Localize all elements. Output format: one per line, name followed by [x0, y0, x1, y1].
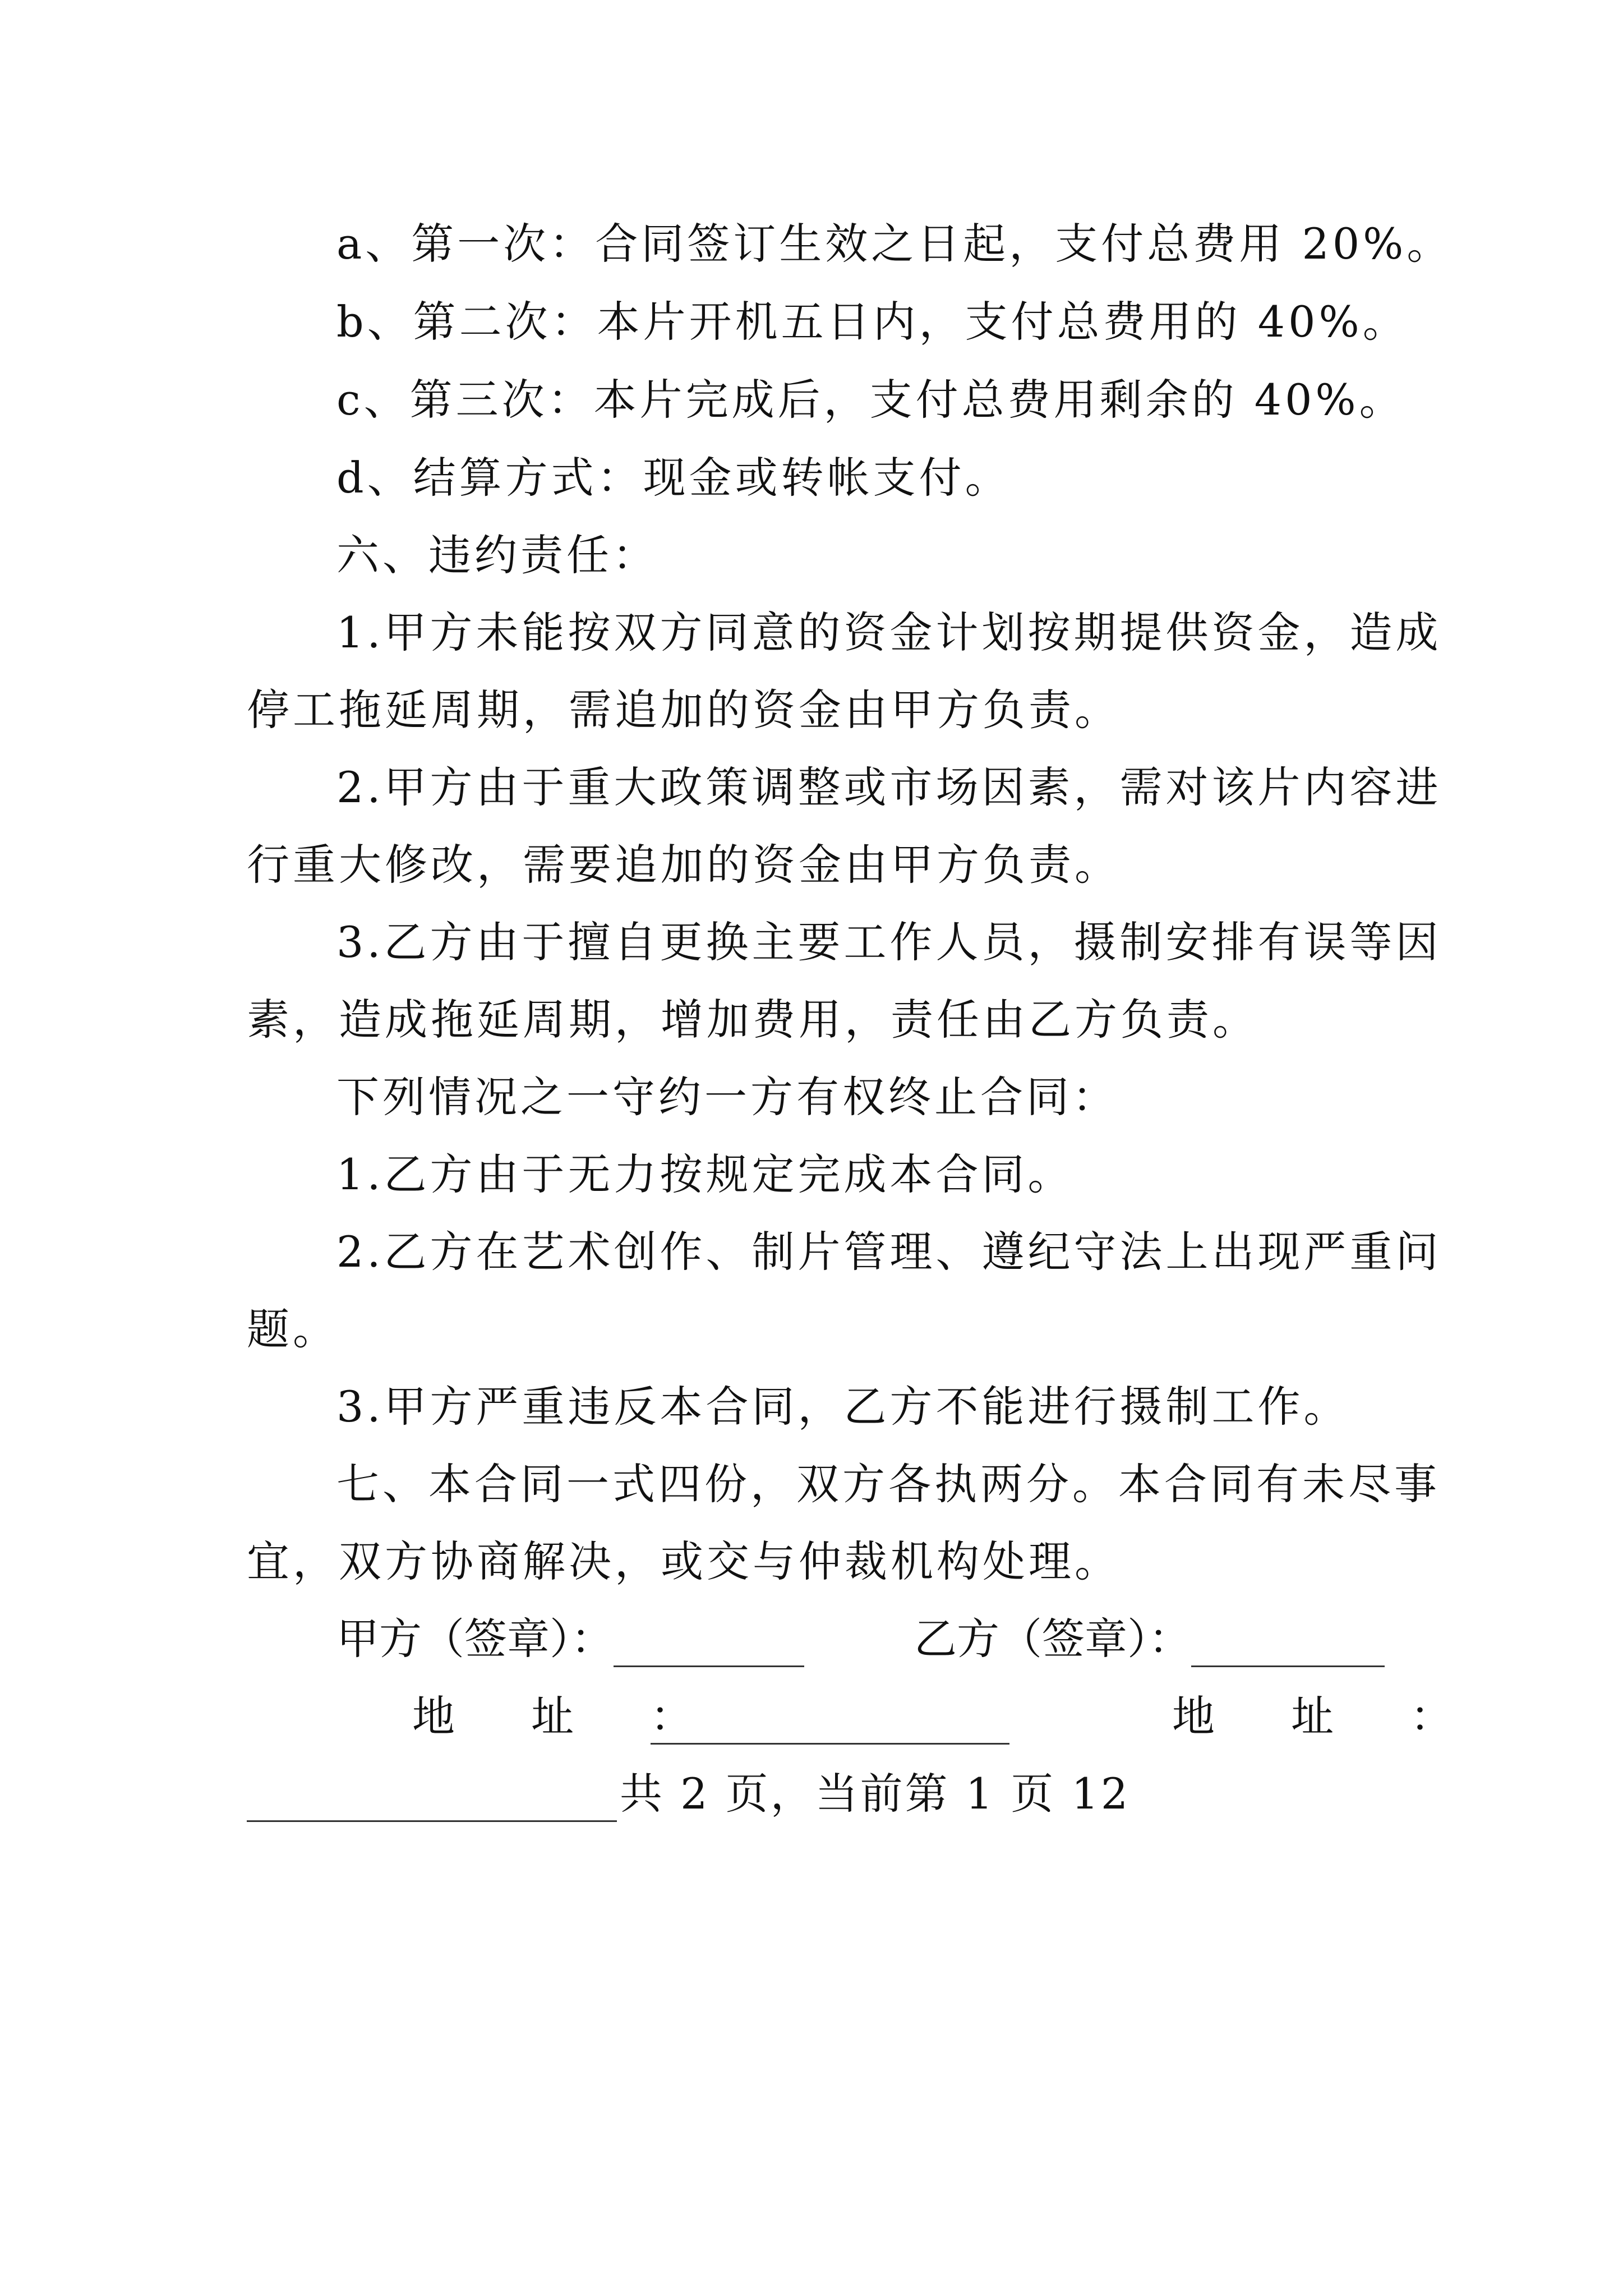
termination-item-2-line-1: 2.乙方在艺术创作、制片管理、遵纪守法上出现严重问 — [336, 1227, 1442, 1277]
page-footer: 共 2 页，当前第 1 页 12 — [620, 1769, 1131, 1819]
signature-row — [247, 1611, 1380, 1667]
payment-clause-c: c、第三次：本片完成后，支付总费用剩余的 40%。 — [336, 375, 1405, 425]
footer-row — [247, 1766, 1380, 1822]
liability-item-1-line-1: 1.甲方未能按双方同意的资金计划按期提供资金，造成 — [336, 608, 1442, 657]
party-a-signature-line — [614, 1622, 804, 1667]
termination-item-3: 3.甲方严重违反本合同，乙方不能进行摄制工作。 — [336, 1382, 1350, 1432]
address-row — [247, 1688, 1484, 1745]
party-b-address-field — [247, 1766, 617, 1822]
party-a-address-field — [651, 1688, 1009, 1745]
payment-clause-b: b、第二次：本片开机五日内，支付总费用的 40%。 — [336, 297, 1409, 347]
clause-seven-line-2: 宜，双方协商解决，或交与仲裁机构处理。 — [247, 1536, 1121, 1586]
liability-item-3-line-2: 素，造成拖延周期，增加费用，责任由乙方负责。 — [247, 995, 1258, 1045]
party-b-signature-line — [1191, 1622, 1385, 1667]
party-a-address-label: 地 址 ： — [412, 1691, 725, 1741]
termination-item-1: 1.乙方由于无力按规定完成本合同。 — [336, 1149, 1074, 1199]
payment-clause-a: a、第一次：合同签订生效之日起，支付总费用 20%。 — [336, 219, 1453, 269]
termination-item-2-line-2: 题。 — [247, 1304, 339, 1354]
liability-item-2-line-2: 行重大修改，需要追加的资金由甲方负责。 — [247, 840, 1121, 890]
liability-item-3-line-1: 3.乙方由于擅自更换主要工作人员，摄制安排有误等因 — [336, 917, 1442, 967]
liability-item-2-line-1: 2.甲方由于重大政策调整或市场因素，需对该片内容进 — [336, 762, 1442, 812]
party-a-label: 甲方（签章）： — [336, 1614, 614, 1664]
party-b-address-line — [247, 1777, 617, 1822]
section-heading-liability: 六、违约责任： — [336, 530, 658, 580]
party-a-address-line — [651, 1699, 1009, 1745]
party-b-address-label: 地 址 ： — [1172, 1691, 1484, 1741]
clause-seven-line-1: 七、本合同一式四份，双方各执两分。本合同有未尽事 — [336, 1459, 1440, 1509]
termination-heading: 下列情况之一守约一方有权终止合同： — [336, 1072, 1118, 1122]
party-b-label: 乙方（签章）： — [914, 1614, 1191, 1664]
party-b-signature — [914, 1611, 1385, 1667]
payment-clause-d: d、结算方式：现金或转帐支付。 — [336, 453, 1011, 503]
party-a-signature — [336, 1611, 804, 1667]
liability-item-1-line-2: 停工拖延周期，需追加的资金由甲方负责。 — [247, 685, 1121, 735]
